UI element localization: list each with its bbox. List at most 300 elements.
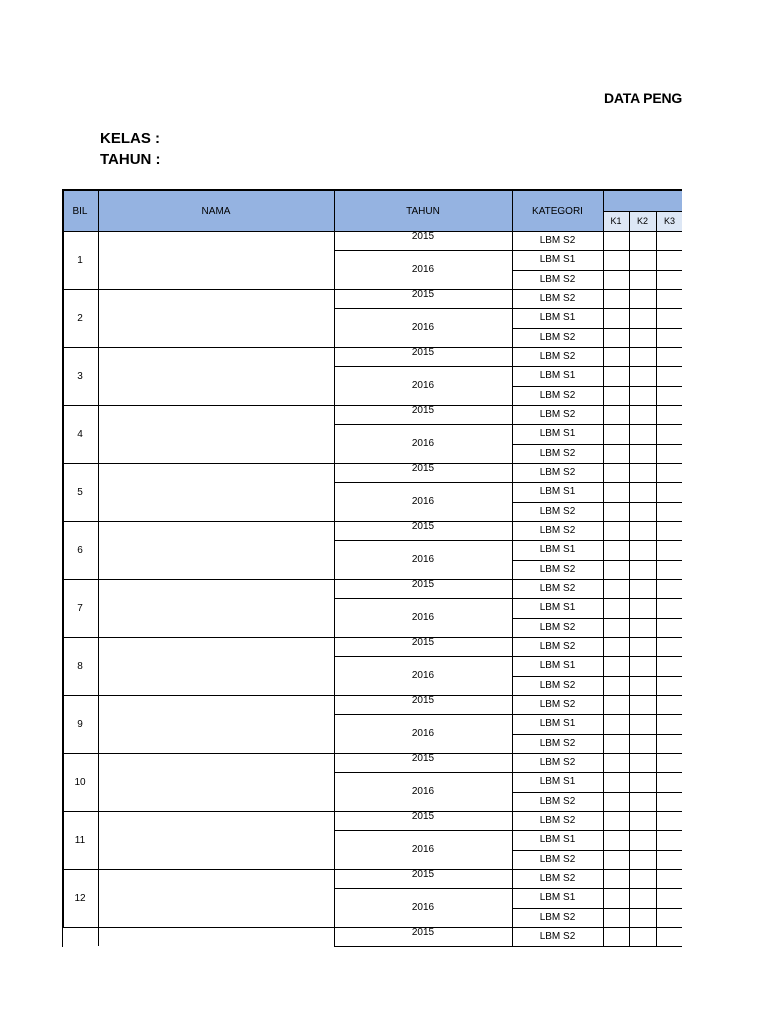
grid-line <box>334 811 335 869</box>
page-title: DATA PENG <box>604 90 682 106</box>
score-k1-cell[interactable] <box>603 811 629 830</box>
score-k1-cell[interactable] <box>603 270 629 289</box>
tahun-2015: 2015 <box>411 811 435 822</box>
score-k1-cell[interactable] <box>603 463 629 482</box>
tahun-2016: 2016 <box>411 322 435 334</box>
grid-line <box>656 637 657 695</box>
score-k3-cell[interactable] <box>656 270 682 289</box>
grid-line <box>629 579 630 637</box>
grid-line <box>62 927 63 947</box>
score-k2-cell[interactable] <box>629 424 656 443</box>
grid-line <box>629 695 630 753</box>
grid-line <box>603 637 604 695</box>
grid-line <box>603 211 682 212</box>
score-k2-cell[interactable] <box>629 270 656 289</box>
row-bil: 11 <box>74 834 86 846</box>
grid-line <box>656 579 657 637</box>
score-k2-cell[interactable] <box>629 386 656 405</box>
header-k2: K2 <box>629 211 656 231</box>
score-k1-cell[interactable] <box>603 850 629 869</box>
kategori-cell: LBM S2 <box>539 679 576 691</box>
name-cell[interactable] <box>98 347 334 405</box>
tahun-2015: 2015 <box>411 289 435 300</box>
grid-line <box>334 482 512 483</box>
grid-line <box>629 811 630 869</box>
score-k3-cell[interactable] <box>656 289 682 308</box>
tahun-label: TAHUN : <box>100 151 161 168</box>
score-k3-cell[interactable] <box>656 308 682 327</box>
grid-line <box>656 521 657 579</box>
kategori-cell: LBM S2 <box>539 931 576 943</box>
grid-line <box>603 869 604 927</box>
score-k2-cell[interactable] <box>629 502 656 521</box>
data-table <box>62 189 682 949</box>
score-k2-cell[interactable] <box>629 521 656 540</box>
grid-line <box>62 289 64 347</box>
grid-line <box>62 231 64 289</box>
grid-line <box>512 521 513 579</box>
score-k2-cell[interactable] <box>629 560 656 579</box>
row-bil: 7 <box>77 602 83 614</box>
grid-line <box>334 579 335 637</box>
score-k1-cell[interactable] <box>603 444 629 463</box>
score-k1-cell[interactable] <box>603 869 629 888</box>
grid-line <box>98 695 99 753</box>
score-k2-cell[interactable] <box>629 579 656 598</box>
kategori-cell: LBM S2 <box>539 273 576 285</box>
name-cell[interactable] <box>98 637 334 695</box>
score-k2-cell[interactable] <box>629 463 656 482</box>
score-k3-cell[interactable] <box>656 482 682 501</box>
kategori-cell: LBM S1 <box>539 718 576 730</box>
kategori-cell: LBM S2 <box>539 873 576 885</box>
score-k1-cell[interactable] <box>603 289 629 308</box>
grid-line <box>62 637 64 695</box>
grid-line <box>656 405 657 463</box>
score-k3-cell[interactable] <box>656 908 682 927</box>
name-cell[interactable] <box>98 521 334 579</box>
grid-line <box>334 289 335 347</box>
score-k3-cell[interactable] <box>656 830 682 849</box>
tahun-2015: 2015 <box>411 521 435 532</box>
score-k1-cell[interactable] <box>603 328 629 347</box>
grid-line <box>603 347 604 405</box>
grid-line <box>512 946 682 947</box>
kategori-cell: LBM S2 <box>539 757 576 769</box>
kategori-cell: LBM S2 <box>539 351 576 363</box>
grid-line <box>334 888 512 889</box>
score-k3-cell[interactable] <box>656 444 682 463</box>
name-cell[interactable] <box>98 231 334 289</box>
grid-line <box>603 811 604 869</box>
score-k3-cell[interactable] <box>656 347 682 366</box>
kategori-cell: LBM S2 <box>539 815 576 827</box>
kategori-cell: LBM S2 <box>539 525 576 537</box>
score-k1-cell[interactable] <box>603 521 629 540</box>
score-k3-cell[interactable] <box>656 772 682 791</box>
score-k3-cell[interactable] <box>656 869 682 888</box>
score-k3-cell[interactable] <box>656 328 682 347</box>
grid-line <box>334 869 335 927</box>
score-k1-cell[interactable] <box>603 502 629 521</box>
grid-line <box>98 811 99 869</box>
score-k1-cell[interactable] <box>603 618 629 637</box>
score-k3-cell[interactable] <box>656 792 682 811</box>
grid-line <box>512 405 513 463</box>
grid-line <box>656 211 657 231</box>
score-k3-cell[interactable] <box>656 521 682 540</box>
grid-line <box>62 189 64 231</box>
grid-line <box>512 811 513 869</box>
score-k2-cell[interactable] <box>629 869 656 888</box>
tahun-2015: 2015 <box>411 347 435 358</box>
row-bil: 2 <box>77 312 83 324</box>
score-k2-cell[interactable] <box>629 598 656 617</box>
grid-line <box>629 405 630 463</box>
score-k3-cell[interactable] <box>656 463 682 482</box>
grid-line <box>334 521 335 579</box>
grid-line <box>512 189 513 231</box>
tahun-2016: 2016 <box>411 380 435 392</box>
score-k1-cell[interactable] <box>603 482 629 501</box>
score-k3-cell[interactable] <box>656 231 682 250</box>
grid-line <box>98 753 99 811</box>
score-k2-cell[interactable] <box>629 289 656 308</box>
row-bil: 4 <box>77 428 83 440</box>
header-k1: K1 <box>603 211 629 231</box>
score-k3-cell[interactable] <box>656 888 682 907</box>
score-k2-cell[interactable] <box>629 366 656 385</box>
kategori-cell: LBM S1 <box>539 602 576 614</box>
score-k2-cell[interactable] <box>629 405 656 424</box>
score-k3-cell[interactable] <box>656 734 682 753</box>
tahun-2016: 2016 <box>411 554 435 566</box>
score-k2-cell[interactable] <box>629 444 656 463</box>
grid-line <box>629 211 630 231</box>
grid-line <box>334 830 512 831</box>
row-bil: 12 <box>74 892 86 904</box>
score-k1-cell[interactable] <box>603 540 629 559</box>
tahun-2016: 2016 <box>411 496 435 508</box>
header-bil: BIL <box>62 191 98 231</box>
score-k2-cell[interactable] <box>629 482 656 501</box>
score-k2-cell[interactable] <box>629 850 656 869</box>
kategori-cell: LBM S1 <box>539 312 576 324</box>
grid-line <box>603 189 604 231</box>
grid-line <box>656 463 657 521</box>
name-cell[interactable] <box>98 405 334 463</box>
kategori-cell: LBM S2 <box>539 853 576 865</box>
score-k1-cell[interactable] <box>603 579 629 598</box>
grid-line <box>656 869 657 927</box>
grid-line <box>98 189 99 231</box>
kategori-cell: LBM S1 <box>539 834 576 846</box>
table-grid <box>62 189 682 949</box>
grid-line <box>98 637 99 695</box>
kategori-cell: LBM S2 <box>539 293 576 305</box>
grid-line <box>603 521 604 579</box>
grid-line <box>656 811 657 869</box>
grid-line <box>62 521 64 579</box>
grid-line <box>512 231 513 289</box>
name-cell[interactable] <box>98 579 334 637</box>
score-k1-cell[interactable] <box>603 231 629 250</box>
score-k1-cell[interactable] <box>603 308 629 327</box>
score-k3-cell[interactable] <box>656 540 682 559</box>
score-k3-cell[interactable] <box>656 424 682 443</box>
grid-line <box>334 946 512 947</box>
grid-line <box>62 753 64 811</box>
name-cell[interactable] <box>98 927 334 946</box>
grid-line <box>656 289 657 347</box>
score-k3-cell[interactable] <box>656 637 682 656</box>
score-k2-cell[interactable] <box>629 714 656 733</box>
grid-line <box>629 289 630 347</box>
grid-line <box>62 189 682 191</box>
grid-line <box>98 579 99 637</box>
score-k3-cell[interactable] <box>656 579 682 598</box>
kategori-cell: LBM S1 <box>539 486 576 498</box>
score-k1-cell[interactable] <box>603 656 629 675</box>
score-k1-cell[interactable] <box>603 676 629 695</box>
score-k1-cell[interactable] <box>603 830 629 849</box>
name-cell[interactable] <box>98 811 334 869</box>
score-k2-cell[interactable] <box>629 772 656 791</box>
kategori-cell: LBM S1 <box>539 892 576 904</box>
score-k3-cell[interactable] <box>656 656 682 675</box>
tahun-2015: 2015 <box>411 231 435 242</box>
grid-line <box>98 869 99 927</box>
tahun-2016: 2016 <box>411 612 435 624</box>
name-cell[interactable] <box>98 753 334 811</box>
score-k3-cell[interactable] <box>656 502 682 521</box>
kategori-cell: LBM S2 <box>539 641 576 653</box>
kategori-cell: LBM S2 <box>539 505 576 517</box>
score-k1-cell[interactable] <box>603 637 629 656</box>
score-k1-cell[interactable] <box>603 424 629 443</box>
grid-line <box>603 753 604 811</box>
score-k1-cell[interactable] <box>603 753 629 772</box>
grid-line <box>98 521 99 579</box>
score-k2-cell[interactable] <box>629 250 656 269</box>
grid-line <box>656 695 657 753</box>
score-k3-cell[interactable] <box>656 811 682 830</box>
tahun-2016: 2016 <box>411 728 435 740</box>
score-k1-cell[interactable] <box>603 714 629 733</box>
tahun-2016: 2016 <box>411 786 435 798</box>
kategori-cell: LBM S2 <box>539 409 576 421</box>
grid-line <box>603 231 604 289</box>
tahun-2015: 2015 <box>411 579 435 590</box>
name-cell[interactable] <box>98 695 334 753</box>
grid-line <box>629 927 630 946</box>
kategori-cell: LBM S1 <box>539 370 576 382</box>
score-k3-cell[interactable] <box>656 927 682 946</box>
grid-line <box>98 289 99 347</box>
kategori-cell: LBM S1 <box>539 660 576 672</box>
grid-line <box>334 347 335 405</box>
kategori-cell: LBM S2 <box>539 737 576 749</box>
grid-line <box>62 463 64 521</box>
grid-line <box>334 308 512 309</box>
grid-line <box>334 231 335 289</box>
kategori-cell: LBM S2 <box>539 331 576 343</box>
grid-line <box>629 231 630 289</box>
grid-line <box>334 753 335 811</box>
grid-line <box>334 772 512 773</box>
score-k2-cell[interactable] <box>629 830 656 849</box>
tahun-2015: 2015 <box>411 753 435 764</box>
tahun-2016: 2016 <box>411 670 435 682</box>
score-k1-cell[interactable] <box>603 927 629 946</box>
score-k3-cell[interactable] <box>656 676 682 695</box>
grid-line <box>603 695 604 753</box>
grid-line <box>98 927 99 946</box>
score-k3-cell[interactable] <box>656 618 682 637</box>
score-k3-cell[interactable] <box>656 714 682 733</box>
score-k1-cell[interactable] <box>603 908 629 927</box>
grid-line <box>334 189 335 231</box>
header-tahun: TAHUN <box>334 191 512 231</box>
name-cell[interactable] <box>98 869 334 927</box>
score-k2-cell[interactable] <box>629 540 656 559</box>
kategori-cell: LBM S2 <box>539 447 576 459</box>
header-kategori: KATEGORI <box>512 191 603 231</box>
score-k3-cell[interactable] <box>656 850 682 869</box>
score-k2-cell[interactable] <box>629 908 656 927</box>
score-k1-cell[interactable] <box>603 405 629 424</box>
name-cell[interactable] <box>98 289 334 347</box>
score-k3-cell[interactable] <box>656 695 682 714</box>
score-k1-cell[interactable] <box>603 560 629 579</box>
score-k1-cell[interactable] <box>603 598 629 617</box>
grid-line <box>629 637 630 695</box>
score-k3-cell[interactable] <box>656 753 682 772</box>
grid-line <box>629 753 630 811</box>
row-bil: 6 <box>77 544 83 556</box>
score-k3-cell[interactable] <box>656 366 682 385</box>
kategori-cell: LBM S1 <box>539 428 576 440</box>
header-nama: NAMA <box>98 191 334 231</box>
tahun-2016: 2016 <box>411 902 435 914</box>
tahun-2015: 2015 <box>411 405 435 416</box>
kategori-cell: LBM S2 <box>539 467 576 479</box>
row-bil: 10 <box>74 776 86 788</box>
grid-line <box>334 714 512 715</box>
grid-line <box>512 289 513 347</box>
grid-line <box>98 405 99 463</box>
score-k1-cell[interactable] <box>603 772 629 791</box>
grid-line <box>62 405 64 463</box>
score-k2-cell[interactable] <box>629 308 656 327</box>
grid-line <box>334 540 512 541</box>
kategori-cell: LBM S1 <box>539 254 576 266</box>
row-bil: 1 <box>77 254 83 266</box>
row-bil: 9 <box>77 718 83 730</box>
score-k2-cell[interactable] <box>629 656 656 675</box>
score-k1-cell[interactable] <box>603 250 629 269</box>
kelas-label: KELAS : <box>100 130 160 147</box>
grid-line <box>62 811 64 869</box>
grid-line <box>629 521 630 579</box>
grid-line <box>656 753 657 811</box>
kategori-cell: LBM S2 <box>539 621 576 633</box>
score-k2-cell[interactable] <box>629 811 656 830</box>
grid-line <box>603 463 604 521</box>
kategori-cell: LBM S2 <box>539 911 576 923</box>
score-k3-cell[interactable] <box>656 405 682 424</box>
score-k2-cell[interactable] <box>629 734 656 753</box>
grid-line <box>334 405 335 463</box>
grid-line <box>334 637 335 695</box>
score-k3-cell[interactable] <box>656 560 682 579</box>
score-k1-cell[interactable] <box>603 347 629 366</box>
row-bil <box>62 927 98 946</box>
score-k1-cell[interactable] <box>603 734 629 753</box>
grid-line <box>334 656 512 657</box>
score-k2-cell[interactable] <box>629 637 656 656</box>
kategori-cell: LBM S2 <box>539 235 576 247</box>
grid-line <box>512 753 513 811</box>
score-k2-cell[interactable] <box>629 792 656 811</box>
score-k1-cell[interactable] <box>603 366 629 385</box>
grid-line <box>98 347 99 405</box>
kategori-cell: LBM S2 <box>539 563 576 575</box>
score-k2-cell[interactable] <box>629 231 656 250</box>
score-k3-cell[interactable] <box>656 386 682 405</box>
score-k3-cell[interactable] <box>656 598 682 617</box>
row-bil: 5 <box>77 486 83 498</box>
grid-line <box>603 289 604 347</box>
score-k2-cell[interactable] <box>629 695 656 714</box>
score-k2-cell[interactable] <box>629 927 656 946</box>
grid-line <box>512 347 513 405</box>
grid-line <box>656 231 657 289</box>
grid-line <box>62 347 64 405</box>
row-bil: 3 <box>77 370 83 382</box>
score-k1-cell[interactable] <box>603 386 629 405</box>
grid-line <box>629 347 630 405</box>
grid-line <box>512 579 513 637</box>
score-k2-cell[interactable] <box>629 753 656 772</box>
score-k2-cell[interactable] <box>629 676 656 695</box>
score-k2-cell[interactable] <box>629 618 656 637</box>
grid-line <box>656 927 657 946</box>
score-k2-cell[interactable] <box>629 328 656 347</box>
grid-line <box>512 927 513 946</box>
tahun-2015: 2015 <box>411 927 435 938</box>
kategori-cell: LBM S2 <box>539 795 576 807</box>
tahun-2016: 2016 <box>411 264 435 276</box>
grid-line <box>603 579 604 637</box>
score-k2-cell[interactable] <box>629 347 656 366</box>
tahun-2016: 2016 <box>411 438 435 450</box>
name-cell[interactable] <box>98 463 334 521</box>
score-k1-cell[interactable] <box>603 695 629 714</box>
tahun-2015: 2015 <box>411 463 435 474</box>
score-k1-cell[interactable] <box>603 888 629 907</box>
kategori-cell: LBM S2 <box>539 389 576 401</box>
grid-line <box>98 463 99 521</box>
grid-line <box>334 250 512 251</box>
score-k3-cell[interactable] <box>656 250 682 269</box>
score-k1-cell[interactable] <box>603 792 629 811</box>
tahun-2016: 2016 <box>411 844 435 856</box>
tahun-2015: 2015 <box>411 869 435 880</box>
score-k2-cell[interactable] <box>629 888 656 907</box>
grid-line <box>334 695 335 753</box>
tahun-2015: 2015 <box>411 695 435 706</box>
